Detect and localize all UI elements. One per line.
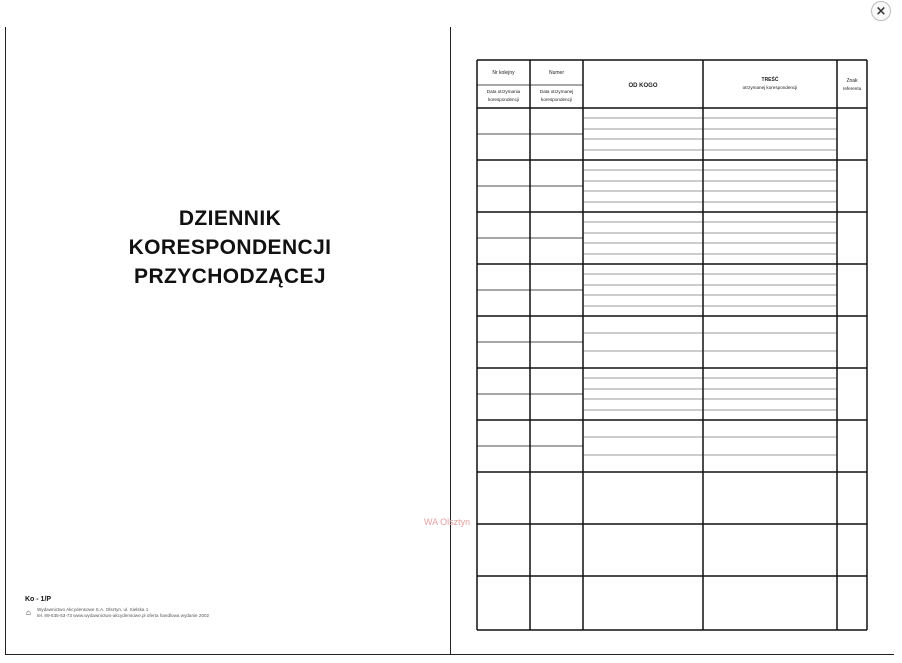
cover-title-line: PRZYCHODZĄCEJ — [134, 265, 326, 288]
col5-header: Znak — [846, 78, 858, 84]
col4-header: TREŚĆ — [761, 77, 779, 83]
col1-subheader: Data otrzymania — [486, 89, 521, 94]
form-code: Ko - 1/P — [25, 596, 52, 603]
close-icon: × — [875, 3, 887, 19]
col3-header: OD KOGO — [628, 83, 658, 89]
col2-subheader: korespondencji — [541, 97, 572, 102]
cover-title-line: DZIENNIK — [178, 207, 282, 230]
col1-header: Nr kolejny — [492, 70, 515, 76]
col5-subheader: referenta — [842, 86, 862, 91]
col1-subheader: korespondencji — [488, 97, 519, 102]
watermark: WA Olsztyn — [424, 517, 471, 527]
col4-subheader: otrzymanej korespondencji — [742, 85, 798, 90]
house-icon: ⌂ — [26, 608, 31, 617]
col2-subheader: Data otrzymanej — [539, 89, 574, 94]
cover-title-line: KORESPONDENCJI — [128, 236, 332, 259]
col2-header: Numer — [548, 70, 565, 76]
publisher-line: Wydawnictwo Akcydensowe S.A. Olsztyn, ul. Sielska 1 — [37, 607, 149, 612]
publisher-line: tel. 89-535-53-73 www.wydawnictwo-akcydensowe.pl oferta handlowa wydanie 2002 — [37, 613, 210, 618]
